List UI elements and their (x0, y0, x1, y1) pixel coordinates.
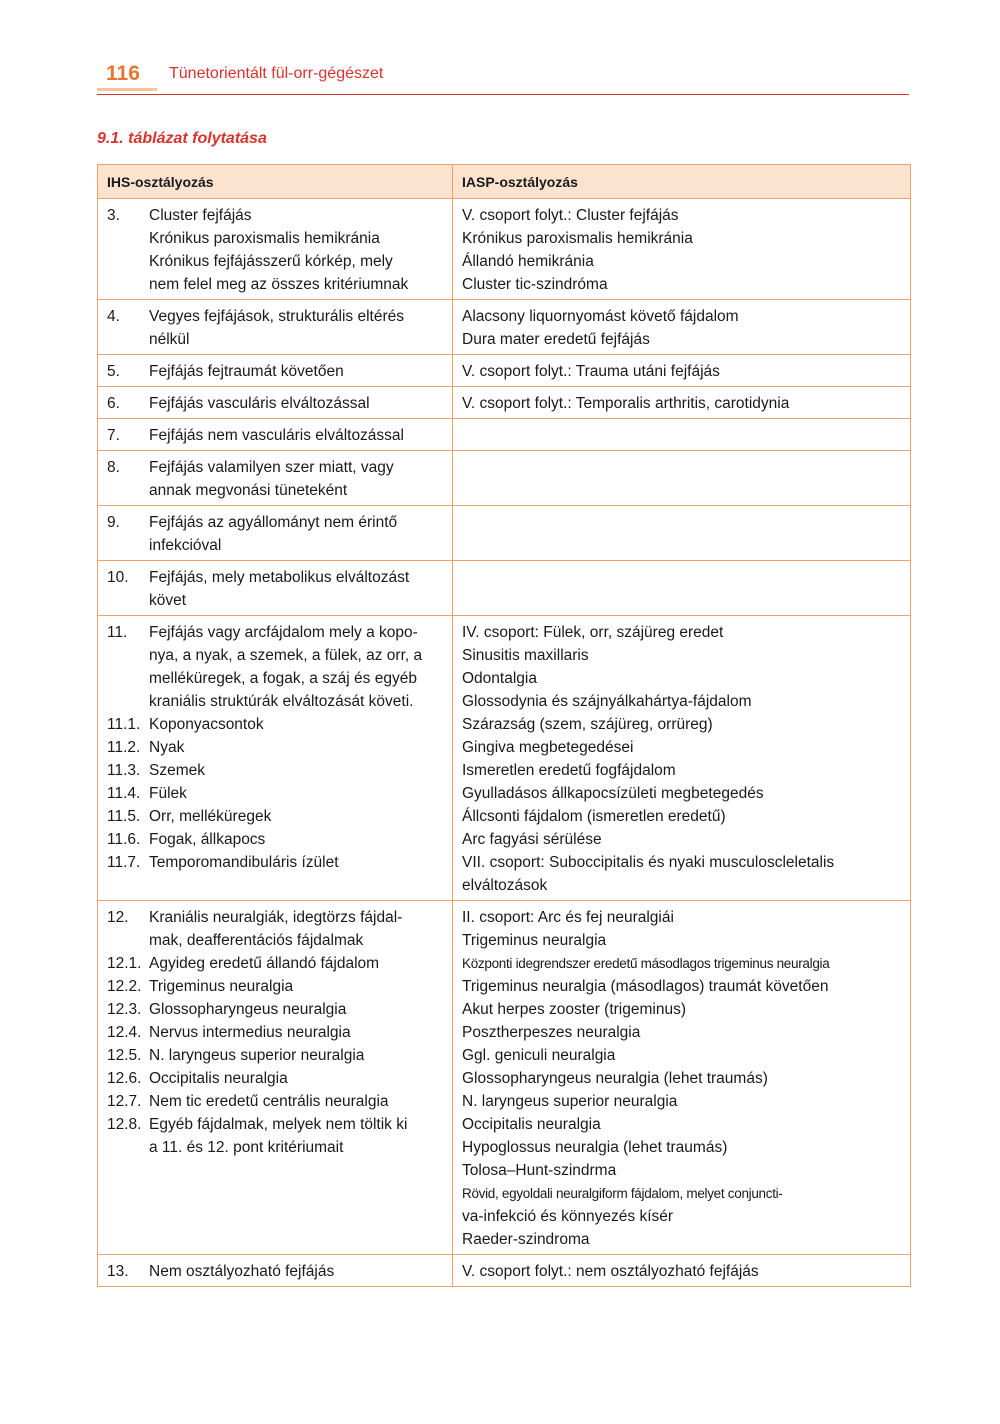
iasp-entry: V. csoport folyt.: Cluster fejfájás (462, 207, 679, 224)
iasp-entry: Trigeminus neuralgia (másodlagos) traumát követően (462, 978, 829, 995)
ihs-entry-text: Koponyacsontok (149, 716, 264, 733)
ihs-entry (107, 828, 444, 851)
ihs-entry-number (107, 929, 149, 952)
ihs-entry (107, 1090, 444, 1113)
ihs-entry (107, 1021, 444, 1044)
ihs-entry-number: 10. (107, 569, 129, 586)
ihs-entry (107, 328, 444, 351)
ihs-entry-number (107, 690, 149, 713)
iasp-cell (453, 387, 911, 419)
ihs-entry-text: Vegyes fejfájások, strukturális eltérés (149, 308, 405, 325)
table-row (98, 506, 911, 561)
table-row (98, 199, 911, 300)
ihs-entry-number: 8. (107, 459, 120, 476)
ihs-entry-number: 12.5. (107, 1047, 142, 1064)
ihs-entry-text: annak megvonási tüneteként (149, 482, 348, 499)
ihs-entry (107, 511, 444, 534)
table-header-row (98, 165, 911, 199)
ihs-entry-number: 12.4. (107, 1024, 142, 1041)
ihs-entry-number (107, 1136, 149, 1159)
ihs-entry-text: nya, a nyak, a szemek, a fülek, az orr, a (149, 647, 423, 664)
ihs-entry-text: Fogak, állkapocs (149, 831, 266, 848)
ihs-entry (107, 204, 444, 227)
ihs-entry (107, 424, 444, 447)
classification-table (97, 164, 911, 1287)
ihs-entry-number: 12.1. (107, 955, 142, 972)
ihs-entry-number: 6. (107, 395, 120, 412)
ihs-entry-number (107, 328, 149, 351)
iasp-entry: Rövid, egyoldali neuralgiform fájdalom, melyet conjuncti- (462, 1186, 783, 1201)
ihs-entry-text: Fejfájás vagy arcfájdalom mely a kopo- (149, 624, 418, 641)
ihs-entry-number: 12.3. (107, 1001, 142, 1018)
ihs-entry (107, 998, 444, 1021)
ihs-entry-number: 12.6. (107, 1070, 142, 1087)
iasp-cell (453, 506, 911, 561)
ihs-entry (107, 906, 444, 929)
ihs-entry (107, 1067, 444, 1090)
ihs-entry-text: Kraniális neuralgiák, idegtörzs fájdal- (149, 909, 403, 926)
table-body (98, 199, 911, 1287)
iasp-entry: Tolosa–Hunt-szindrma (462, 1162, 617, 1179)
ihs-entry (107, 975, 444, 998)
ihs-entry-text: Temporomandibuláris ízület (149, 854, 339, 871)
ihs-entry-number: 5. (107, 363, 120, 380)
iasp-entry: Posztherpeszes neuralgia (462, 1024, 641, 1041)
ihs-entry-text: nem felel meg az összes kritériumnak (149, 276, 409, 293)
ihs-entry-text: Glossopharyngeus neuralgia (149, 1001, 347, 1018)
ihs-entry (107, 667, 444, 690)
ihs-entry-number: 11.2. (107, 739, 141, 756)
iasp-entry: V. csoport folyt.: Trauma utáni fejfájás (462, 363, 720, 380)
ihs-cell (98, 561, 453, 616)
ihs-entry-text: Nervus intermedius neuralgia (149, 1024, 351, 1041)
ihs-entry-number (107, 479, 149, 502)
iasp-cell (453, 1255, 911, 1287)
ihs-entry-text: Fejfájás fejtraumát követően (149, 363, 344, 380)
ihs-entry-number: 11.7. (107, 854, 141, 871)
ihs-entry (107, 929, 444, 952)
ihs-entry-number: 11.4. (107, 785, 141, 802)
ihs-entry-number: 7. (107, 427, 120, 444)
iasp-entry: Állandó hemikránia (462, 253, 594, 270)
iasp-cell (453, 616, 911, 901)
table-caption: 9.1. táblázat folytatása (97, 130, 267, 147)
ihs-entry (107, 456, 444, 479)
ihs-entry-text: Agyideg eredetű állandó fájdalom (149, 955, 380, 972)
ihs-entry-text: Nem osztályozható fejfájás (149, 1263, 335, 1280)
ihs-entry-number (107, 667, 149, 690)
ihs-entry (107, 736, 444, 759)
ihs-entry (107, 273, 444, 296)
ihs-entry (107, 589, 444, 612)
page-number: 116 (97, 60, 157, 91)
ihs-cell (98, 506, 453, 561)
iasp-entry: elváltozások (462, 877, 548, 894)
ihs-entry (107, 227, 444, 250)
ihs-entry-number (107, 250, 149, 273)
iasp-entry: Krónikus paroxismalis hemikránia (462, 230, 693, 247)
ihs-entry-text: Fejfájás az agyállományt nem érintő (149, 514, 398, 531)
ihs-entry-text: követ (149, 592, 187, 609)
iasp-entry: Glossopharyngeus neuralgia (lehet traumás) (462, 1070, 768, 1087)
ihs-entry-number: 11.5. (107, 808, 141, 825)
ihs-entry-number: 4. (107, 308, 120, 325)
ihs-entry (107, 1136, 444, 1159)
iasp-entry: Állcsonti fájdalom (ismeretlen eredetű) (462, 808, 726, 825)
iasp-entry: Szárazság (szem, szájüreg, orrüreg) (462, 716, 713, 733)
ihs-entry-text: Fülek (149, 785, 187, 802)
ihs-entry (107, 713, 444, 736)
ihs-entry-number: 13. (107, 1263, 129, 1280)
ihs-cell (98, 901, 453, 1255)
ihs-cell (98, 419, 453, 451)
iasp-entry: V. csoport folyt.: Temporalis arthritis, carotidynia (462, 395, 790, 412)
ihs-entry-text: Krónikus fejfájásszerű kórkép, mely (149, 253, 393, 270)
iasp-entry: IV. csoport: Fülek, orr, szájüreg eredet (462, 624, 724, 641)
iasp-cell (453, 561, 911, 616)
ihs-entry (107, 782, 444, 805)
iasp-cell (453, 199, 911, 300)
iasp-cell (453, 419, 911, 451)
ihs-entry-text: N. laryngeus superior neuralgia (149, 1047, 365, 1064)
ihs-entry-number: 11.3. (107, 762, 141, 779)
page-header (97, 60, 909, 96)
ihs-entry (107, 1044, 444, 1067)
ihs-cell (98, 199, 453, 300)
ihs-entry (107, 250, 444, 273)
table-row (98, 419, 911, 451)
table-row (98, 1255, 911, 1287)
iasp-entry: Központi idegrendszer eredetű másodlagos trigeminus neuralgia (462, 956, 830, 971)
ihs-entry-text: Fejfájás, mely metabolikus elváltozást (149, 569, 410, 586)
ihs-entry-number (107, 644, 149, 667)
iasp-entry: II. csoport: Arc és fej neuralgiái (462, 909, 674, 926)
ihs-entry-number: 12.8. (107, 1116, 142, 1133)
column-header-ihs: IHS-osztályozás (98, 165, 453, 199)
ihs-cell (98, 616, 453, 901)
iasp-entry: Akut herpes zooster (trigeminus) (462, 1001, 686, 1018)
ihs-entry-number: 11. (107, 624, 128, 641)
table-row (98, 387, 911, 419)
ihs-entry-number (107, 227, 149, 250)
column-header-iasp: IASP-osztályozás (453, 165, 911, 199)
iasp-entry: Gyulladásos állkapocsízületi megbetegedés (462, 785, 764, 802)
ihs-cell (98, 387, 453, 419)
iasp-cell (453, 300, 911, 355)
iasp-entry: Occipitalis neuralgia (462, 1116, 601, 1133)
table-row (98, 901, 911, 1255)
ihs-entry-text: Nem tic eredetű centrális neuralgia (149, 1093, 389, 1110)
ihs-entry-number: 12. (107, 909, 129, 926)
iasp-entry: va-infekció és könnyezés kísér (462, 1208, 674, 1225)
ihs-entry-text: Orr, melléküregek (149, 808, 272, 825)
ihs-entry-text: kraniális struktúrák elváltozását követi. (149, 693, 414, 710)
ihs-entry (107, 479, 444, 502)
header-rule (97, 94, 909, 95)
ihs-entry (107, 690, 444, 713)
ihs-entry (107, 851, 444, 874)
ihs-entry-text: nélkül (149, 331, 190, 348)
ihs-entry-text: Nyak (149, 739, 185, 756)
iasp-entry: Gingiva megbetegedései (462, 739, 634, 756)
iasp-entry: V. csoport folyt.: nem osztályozható fejfájás (462, 1263, 759, 1280)
table-row (98, 616, 911, 901)
ihs-entry-text: Occipitalis neuralgia (149, 1070, 288, 1087)
iasp-entry: Dura mater eredetű fejfájás (462, 331, 650, 348)
iasp-entry: Ismeretlen eredetű fogfájdalom (462, 762, 676, 779)
iasp-entry: Sinusitis maxillaris (462, 647, 589, 664)
ihs-entry-number (107, 273, 149, 296)
ihs-entry-number: 3. (107, 207, 120, 224)
iasp-entry: Alacsony liquornyomást követő fájdalom (462, 308, 739, 325)
ihs-entry (107, 1260, 444, 1283)
ihs-entry (107, 644, 444, 667)
ihs-cell (98, 1255, 453, 1287)
ihs-entry-text: Fejfájás nem vasculáris elváltozással (149, 427, 404, 444)
ihs-entry-number (107, 589, 149, 612)
iasp-entry: N. laryngeus superior neuralgia (462, 1093, 678, 1110)
ihs-cell (98, 300, 453, 355)
ihs-entry-text: Trigeminus neuralgia (149, 978, 294, 995)
iasp-entry: Ggl. geniculi neuralgia (462, 1047, 616, 1064)
ihs-entry-text: a 11. és 12. pont kritériumait (149, 1139, 344, 1156)
iasp-entry: Odontalgia (462, 670, 537, 687)
table-row (98, 561, 911, 616)
ihs-entry-number: 12.2. (107, 978, 142, 995)
ihs-entry-text: mak, deafferentációs fájdalmak (149, 932, 364, 949)
ihs-entry (107, 392, 444, 415)
ihs-cell (98, 451, 453, 506)
ihs-entry (107, 621, 444, 644)
ihs-entry-number: 9. (107, 514, 120, 531)
iasp-entry: Arc fagyási sérülése (462, 831, 602, 848)
ihs-entry (107, 534, 444, 557)
ihs-entry-text: infekcióval (149, 537, 222, 554)
ihs-entry-text: Krónikus paroxismalis hemikránia (149, 230, 380, 247)
ihs-entry (107, 305, 444, 328)
ihs-entry (107, 360, 444, 383)
iasp-cell (453, 355, 911, 387)
ihs-entry (107, 805, 444, 828)
ihs-entry-number: 12.7. (107, 1093, 142, 1110)
iasp-entry: Hypoglossus neuralgia (lehet traumás) (462, 1139, 728, 1156)
ihs-entry-number: 11.6. (107, 831, 141, 848)
table-row (98, 300, 911, 355)
table-row (98, 451, 911, 506)
ihs-entry-number: 11.1. (107, 716, 141, 733)
ihs-entry-text: Cluster fejfájás (149, 207, 252, 224)
iasp-cell (453, 451, 911, 506)
ihs-entry (107, 566, 444, 589)
ihs-entry-text: Fejfájás valamilyen szer miatt, vagy (149, 459, 394, 476)
ihs-entry-text: Szemek (149, 762, 205, 779)
ihs-entry (107, 952, 444, 975)
ihs-entry-text: Fejfájás vasculáris elváltozással (149, 395, 370, 412)
ihs-entry-text: Egyéb fájdalmak, melyek nem töltik ki (149, 1116, 408, 1133)
ihs-entry (107, 1113, 444, 1136)
iasp-entry: VII. csoport: Suboccipitalis és nyaki musculoscleletalis (462, 854, 835, 871)
running-title: Tünetorientált fül-orr-gégészet (169, 65, 384, 82)
iasp-cell (453, 901, 911, 1255)
iasp-entry: Glossodynia és szájnyálkahártya-fájdalom (462, 693, 752, 710)
iasp-entry: Cluster tic-szindróma (462, 276, 608, 293)
ihs-entry-number (107, 534, 149, 557)
ihs-cell (98, 355, 453, 387)
iasp-entry: Trigeminus neuralgia (462, 932, 607, 949)
ihs-entry-text: melléküregek, a fogak, a száj és egyéb (149, 670, 417, 687)
ihs-entry (107, 759, 444, 782)
table-row (98, 355, 911, 387)
iasp-entry: Raeder-szindroma (462, 1231, 590, 1248)
